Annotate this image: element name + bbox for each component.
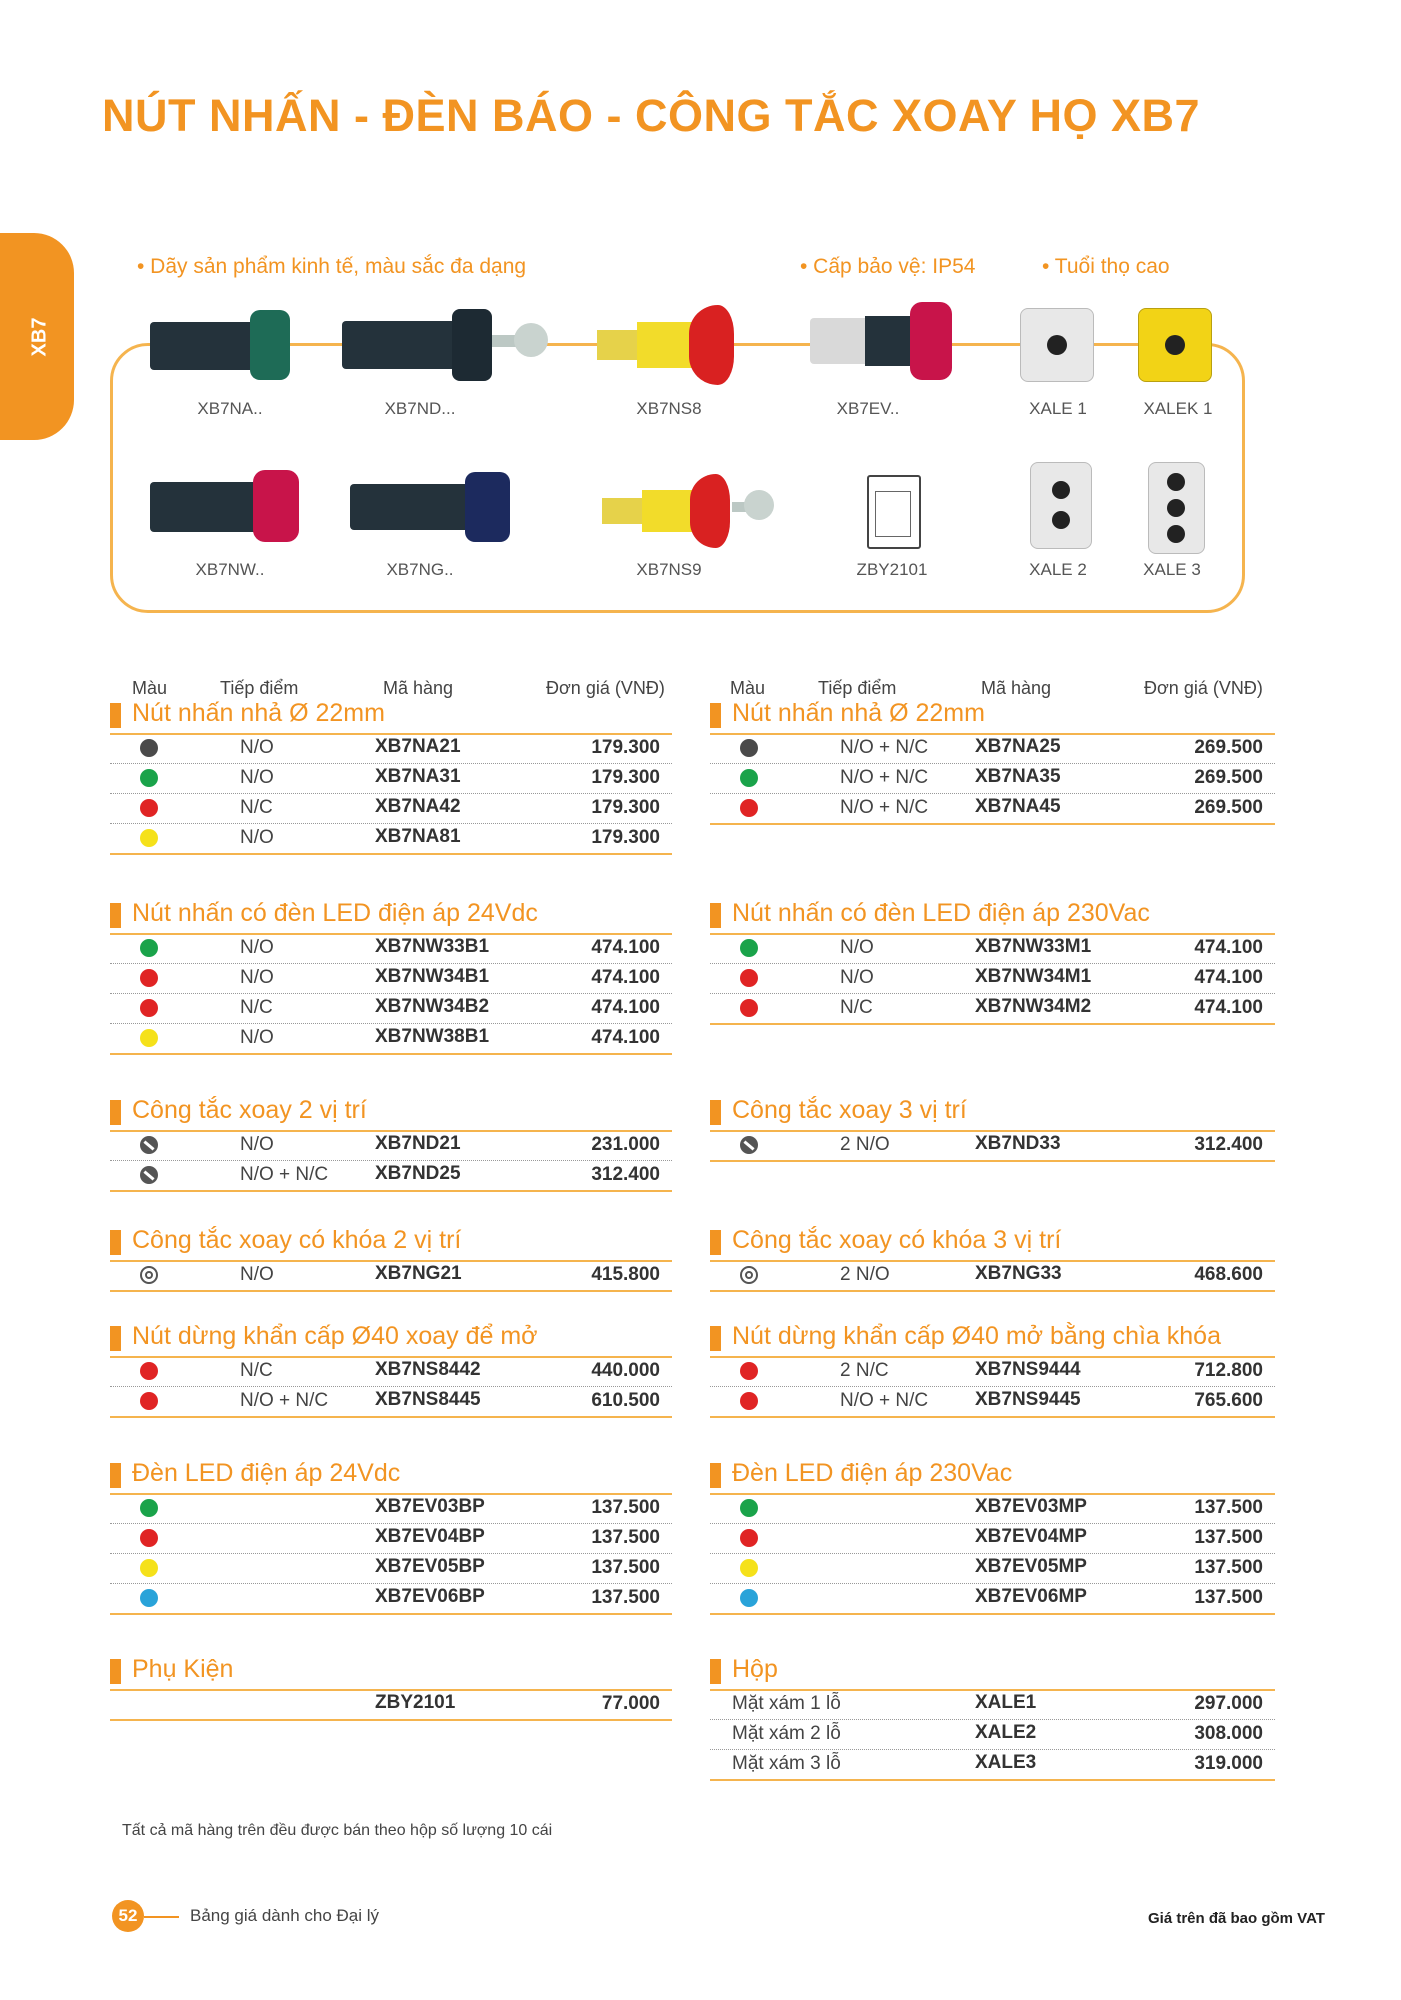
red-dot-icon xyxy=(140,799,158,817)
product-code: XB7EV04BP xyxy=(375,1526,485,1547)
unit-price: 468.600 xyxy=(1194,1264,1263,1285)
unit-price: 415.800 xyxy=(591,1264,660,1285)
row-description: Mặt xám 1 lỗ xyxy=(732,1693,841,1714)
section-marker xyxy=(110,1463,121,1488)
product-label: XB7NS9 xyxy=(636,560,702,579)
table-row xyxy=(710,1553,1275,1584)
section-title: Đèn LED điện áp 230Vac xyxy=(732,1459,1013,1487)
product-label: XB7EV.. xyxy=(836,399,900,418)
black-dot-icon xyxy=(140,739,158,757)
product-code: XB7NW34B1 xyxy=(375,966,490,987)
product-code: XB7ND25 xyxy=(375,1163,461,1184)
product-code: XB7EV05MP xyxy=(975,1556,1087,1577)
product-code: XALE1 xyxy=(975,1692,1037,1713)
contact-type: N/O xyxy=(240,1134,274,1155)
black-dot-icon xyxy=(740,739,758,757)
red-dot-icon xyxy=(740,1529,758,1547)
key-switch-icon xyxy=(140,1266,158,1284)
header-contact: Tiếp điểm xyxy=(220,678,299,698)
table-row xyxy=(710,1260,1275,1292)
blue-dot-icon xyxy=(740,1589,758,1607)
unit-price: 269.500 xyxy=(1194,737,1263,758)
unit-price: 312.400 xyxy=(1194,1134,1263,1155)
product-code: XB7NA25 xyxy=(975,736,1061,757)
unit-price: 610.500 xyxy=(591,1390,660,1411)
product-image-xb7nd xyxy=(342,305,552,385)
unit-price: 319.000 xyxy=(1194,1753,1263,1774)
section-marker xyxy=(710,1659,721,1684)
section-header xyxy=(110,1226,672,1262)
red-dot-icon xyxy=(140,1392,158,1410)
table-row xyxy=(110,1493,672,1524)
header-code: Mã hàng xyxy=(383,678,454,698)
red-dot-icon xyxy=(140,999,158,1017)
table-row xyxy=(710,793,1275,825)
product-code: XB7NS9445 xyxy=(975,1389,1081,1410)
section-marker xyxy=(110,1326,121,1351)
contact-type: N/O xyxy=(840,937,874,958)
table-row xyxy=(710,733,1275,764)
product-label: XALE 2 xyxy=(1029,560,1087,579)
table-row xyxy=(710,1583,1275,1615)
green-dot-icon xyxy=(740,1499,758,1517)
rotary-switch-icon xyxy=(740,1136,758,1154)
unit-price: 137.500 xyxy=(591,1587,660,1608)
product-code: XB7NA31 xyxy=(375,766,461,787)
section-header xyxy=(710,1322,1275,1358)
green-dot-icon xyxy=(140,769,158,787)
green-dot-icon xyxy=(740,939,758,957)
product-code: XB7EV03BP xyxy=(375,1496,485,1517)
section-title: Công tắc xoay 2 vị trí xyxy=(132,1096,367,1124)
product-label: XB7NW.. xyxy=(195,560,265,579)
unit-price: 137.500 xyxy=(1194,1557,1263,1578)
table-row xyxy=(710,993,1275,1025)
unit-price: 269.500 xyxy=(1194,797,1263,818)
contact-type: 2 N/O xyxy=(840,1264,890,1285)
contact-type: N/O xyxy=(240,1027,274,1048)
rotary-switch-icon xyxy=(140,1166,158,1184)
table-row xyxy=(710,963,1275,994)
section-header xyxy=(710,1655,1275,1691)
product-label: XB7NS8 xyxy=(636,399,702,418)
unit-price: 137.500 xyxy=(1194,1587,1263,1608)
unit-price: 765.600 xyxy=(1194,1390,1263,1411)
table-row xyxy=(110,1689,672,1721)
section-title: Nút dừng khẩn cấp Ø40 mở bằng chìa khóa xyxy=(732,1322,1221,1350)
unit-price: 137.500 xyxy=(591,1557,660,1578)
page-title: NÚT NHẤN - ĐÈN BÁO - CÔNG TẮC XOAY HỌ XB7 xyxy=(102,90,1201,141)
product-code: XB7NG33 xyxy=(975,1263,1062,1284)
table-row xyxy=(110,733,672,764)
unit-price: 440.000 xyxy=(591,1360,660,1381)
contact-type: N/O xyxy=(240,767,274,788)
contact-type: N/C xyxy=(240,1360,273,1381)
section-title: Nút nhấn có đèn LED điện áp 230Vac xyxy=(732,899,1150,927)
product-code: XB7NS8442 xyxy=(375,1359,481,1380)
unit-price: 137.500 xyxy=(591,1497,660,1518)
table-row xyxy=(110,763,672,794)
section-marker xyxy=(110,703,121,728)
table-row xyxy=(710,1130,1275,1162)
yellow-dot-icon xyxy=(740,1559,758,1577)
section-header xyxy=(110,1096,672,1132)
row-description: Mặt xám 2 lỗ xyxy=(732,1723,841,1744)
header-price: Đơn giá (VNĐ) xyxy=(1144,678,1263,698)
section-header xyxy=(710,1096,1275,1132)
unit-price: 312.400 xyxy=(591,1164,660,1185)
red-dot-icon xyxy=(740,999,758,1017)
product-image-xb7na xyxy=(150,308,300,380)
header-contact: Tiếp điểm xyxy=(818,678,897,698)
contact-type: N/O + N/C xyxy=(840,767,929,788)
table-row xyxy=(110,1356,672,1387)
product-image-xb7ng xyxy=(350,470,525,542)
section-header xyxy=(110,1655,672,1691)
table-row xyxy=(110,1583,672,1615)
product-code: XB7NW33B1 xyxy=(375,936,490,957)
product-code: XB7EV03MP xyxy=(975,1496,1087,1517)
product-code: XB7NA21 xyxy=(375,736,461,757)
product-code: XB7EV04MP xyxy=(975,1526,1087,1547)
contact-type: N/O xyxy=(840,967,874,988)
product-image-xalek1 xyxy=(1138,308,1212,382)
contact-type: N/O xyxy=(240,1264,274,1285)
unit-price: 179.300 xyxy=(591,767,660,788)
table-row xyxy=(110,823,672,855)
product-code: XB7NA42 xyxy=(375,796,461,817)
table-row xyxy=(110,1523,672,1554)
section-header xyxy=(710,699,1275,735)
table-row xyxy=(110,1023,672,1055)
product-label: XALE 3 xyxy=(1143,560,1201,579)
section-header xyxy=(710,899,1275,935)
product-code: XB7NW33M1 xyxy=(975,936,1092,957)
section-marker xyxy=(110,1659,121,1684)
contact-type: N/C xyxy=(840,997,873,1018)
section-marker xyxy=(710,1100,721,1125)
unit-price: 712.800 xyxy=(1194,1360,1263,1381)
section-title: Nút nhấn có đèn LED điện áp 24Vdc xyxy=(132,899,538,927)
red-dot-icon xyxy=(740,969,758,987)
footer-right: Giá trên đã bao gồm VAT xyxy=(1148,1910,1325,1927)
section-header xyxy=(110,699,672,735)
product-code: XB7NS8445 xyxy=(375,1389,481,1410)
product-image-xb7ns8 xyxy=(597,300,742,390)
unit-price: 179.300 xyxy=(591,737,660,758)
section-marker xyxy=(710,1463,721,1488)
footnote: Tất cả mã hàng trên đều được bán theo hộp số lượng 10 cái xyxy=(122,1822,553,1839)
table-row xyxy=(710,763,1275,794)
section-header xyxy=(110,1322,672,1358)
table-row xyxy=(710,1356,1275,1387)
header-color: Màu xyxy=(730,678,766,698)
unit-price: 308.000 xyxy=(1194,1723,1263,1744)
unit-price: 474.100 xyxy=(1194,967,1263,988)
product-image-xb7nw xyxy=(150,468,305,543)
footer-left: Bảng giá dành cho Đại lý xyxy=(190,1906,380,1925)
product-code: XB7NW34M1 xyxy=(975,966,1092,987)
product-code: XB7NW34M2 xyxy=(975,996,1092,1017)
yellow-dot-icon xyxy=(140,1559,158,1577)
product-code: XB7EV06BP xyxy=(375,1586,485,1607)
contact-type: 2 N/O xyxy=(840,1134,890,1155)
section-title: Công tắc xoay có khóa 2 vị trí xyxy=(132,1226,462,1254)
unit-price: 474.100 xyxy=(1194,997,1263,1018)
table-row xyxy=(110,1553,672,1584)
unit-price: 179.300 xyxy=(591,797,660,818)
product-image-xb7ns9 xyxy=(602,470,777,550)
product-code: ZBY2101 xyxy=(375,1692,456,1713)
section-title: Hộp xyxy=(732,1655,778,1683)
key-switch-icon xyxy=(740,1266,758,1284)
section-marker xyxy=(110,1230,121,1255)
contact-type: N/O + N/C xyxy=(240,1164,329,1185)
section-marker xyxy=(710,903,721,928)
side-tab xyxy=(0,233,74,440)
contact-type: N/O xyxy=(240,967,274,988)
table-row xyxy=(710,1386,1275,1418)
yellow-dot-icon xyxy=(140,829,158,847)
table-row xyxy=(110,933,672,964)
unit-price: 474.100 xyxy=(591,967,660,988)
side-tab-label: XB7 xyxy=(28,317,51,357)
product-label: XB7NA.. xyxy=(197,399,263,418)
product-code: XALE2 xyxy=(975,1722,1037,1743)
unit-price: 474.100 xyxy=(591,937,660,958)
product-code: XB7EV06MP xyxy=(975,1586,1087,1607)
table-row xyxy=(110,1130,672,1161)
page-number: 52 xyxy=(112,1900,144,1932)
table-row xyxy=(710,1719,1275,1750)
unit-price: 269.500 xyxy=(1194,767,1263,788)
table-row xyxy=(110,993,672,1024)
contact-type: N/O xyxy=(240,827,274,848)
product-code: XB7NS9444 xyxy=(975,1359,1081,1380)
product-label: XB7ND... xyxy=(384,399,456,418)
page-number-line xyxy=(144,1916,179,1918)
section-header xyxy=(110,1459,672,1495)
contact-type: N/C xyxy=(240,997,273,1018)
product-code: XB7ND21 xyxy=(375,1133,461,1154)
green-dot-icon xyxy=(140,1499,158,1517)
product-code: XALE3 xyxy=(975,1752,1037,1773)
header-price: Đơn giá (VNĐ) xyxy=(546,678,665,698)
table-row xyxy=(110,1160,672,1192)
red-dot-icon xyxy=(140,1362,158,1380)
product-image-xale2 xyxy=(1030,462,1092,549)
section-title: Nút nhấn nhả Ø 22mm xyxy=(132,699,385,727)
section-header xyxy=(710,1226,1275,1262)
product-label: XALEK 1 xyxy=(1143,399,1213,418)
section-title: Nút dừng khẩn cấp Ø40 xoay để mở xyxy=(132,1322,538,1350)
feature-ip54: • Cấp bảo vệ: IP54 xyxy=(800,255,976,278)
table-row xyxy=(710,1523,1275,1554)
contact-type: 2 N/C xyxy=(840,1360,889,1381)
rotary-switch-icon xyxy=(140,1136,158,1154)
header-code: Mã hàng xyxy=(981,678,1052,698)
table-row xyxy=(110,793,672,824)
red-dot-icon xyxy=(140,1529,158,1547)
section-title: Nút nhấn nhả Ø 22mm xyxy=(732,699,985,727)
product-image-xale3 xyxy=(1148,462,1205,554)
section-title: Công tắc xoay 3 vị trí xyxy=(732,1096,967,1124)
red-dot-icon xyxy=(740,1362,758,1380)
product-label: XALE 1 xyxy=(1029,399,1087,418)
green-dot-icon xyxy=(140,939,158,957)
red-dot-icon xyxy=(740,1392,758,1410)
unit-price: 77.000 xyxy=(601,1693,660,1714)
table-row xyxy=(710,1689,1275,1720)
contact-type: N/O xyxy=(240,737,274,758)
product-code: XB7EV05BP xyxy=(375,1556,485,1577)
product-code: XB7NW34B2 xyxy=(375,996,490,1017)
section-marker xyxy=(710,1326,721,1351)
contact-type: N/O + N/C xyxy=(840,737,929,758)
yellow-dot-icon xyxy=(140,1029,158,1047)
row-description: Mặt xám 3 lỗ xyxy=(732,1753,841,1774)
feature-lifespan: • Tuổi thọ cao xyxy=(1042,255,1170,278)
product-image-zby2101 xyxy=(867,475,921,549)
table-row xyxy=(710,1749,1275,1781)
table-row xyxy=(110,1386,672,1418)
section-title: Phụ Kiện xyxy=(132,1655,234,1683)
unit-price: 179.300 xyxy=(591,827,660,848)
unit-price: 297.000 xyxy=(1194,1693,1263,1714)
section-title: Công tắc xoay có khóa 3 vị trí xyxy=(732,1226,1062,1254)
section-header xyxy=(710,1459,1275,1495)
product-label: XB7NG.. xyxy=(386,560,454,579)
product-code: XB7NW38B1 xyxy=(375,1026,490,1047)
header-color: Màu xyxy=(132,678,168,698)
section-title: Đèn LED điện áp 24Vdc xyxy=(132,1459,401,1487)
section-marker xyxy=(710,1230,721,1255)
unit-price: 137.500 xyxy=(591,1527,660,1548)
table-row xyxy=(710,1493,1275,1524)
product-label: ZBY2101 xyxy=(856,560,928,579)
red-dot-icon xyxy=(740,799,758,817)
unit-price: 137.500 xyxy=(1194,1527,1263,1548)
unit-price: 474.100 xyxy=(591,997,660,1018)
table-row xyxy=(110,963,672,994)
unit-price: 137.500 xyxy=(1194,1497,1263,1518)
product-image-xale1 xyxy=(1020,308,1094,382)
contact-type: N/O + N/C xyxy=(240,1390,329,1411)
section-marker xyxy=(710,703,721,728)
contact-type: N/C xyxy=(240,797,273,818)
contact-type: N/O + N/C xyxy=(840,797,929,818)
table-row xyxy=(710,933,1275,964)
unit-price: 231.000 xyxy=(591,1134,660,1155)
product-code: XB7NA35 xyxy=(975,766,1061,787)
section-marker xyxy=(110,903,121,928)
red-dot-icon xyxy=(140,969,158,987)
product-image-xb7ev xyxy=(810,300,960,382)
table-row xyxy=(110,1260,672,1292)
section-marker xyxy=(110,1100,121,1125)
product-code: XB7NA45 xyxy=(975,796,1061,817)
green-dot-icon xyxy=(740,769,758,787)
product-code: XB7ND33 xyxy=(975,1133,1061,1154)
unit-price: 474.100 xyxy=(591,1027,660,1048)
unit-price: 474.100 xyxy=(1194,937,1263,958)
product-code: XB7NG21 xyxy=(375,1263,462,1284)
section-header xyxy=(110,899,672,935)
product-code: XB7NA81 xyxy=(375,826,461,847)
blue-dot-icon xyxy=(140,1589,158,1607)
contact-type: N/O xyxy=(240,937,274,958)
contact-type: N/O + N/C xyxy=(840,1390,929,1411)
feature-economy: • Dãy sản phẩm kinh tế, màu sắc đa dạng xyxy=(137,255,527,278)
